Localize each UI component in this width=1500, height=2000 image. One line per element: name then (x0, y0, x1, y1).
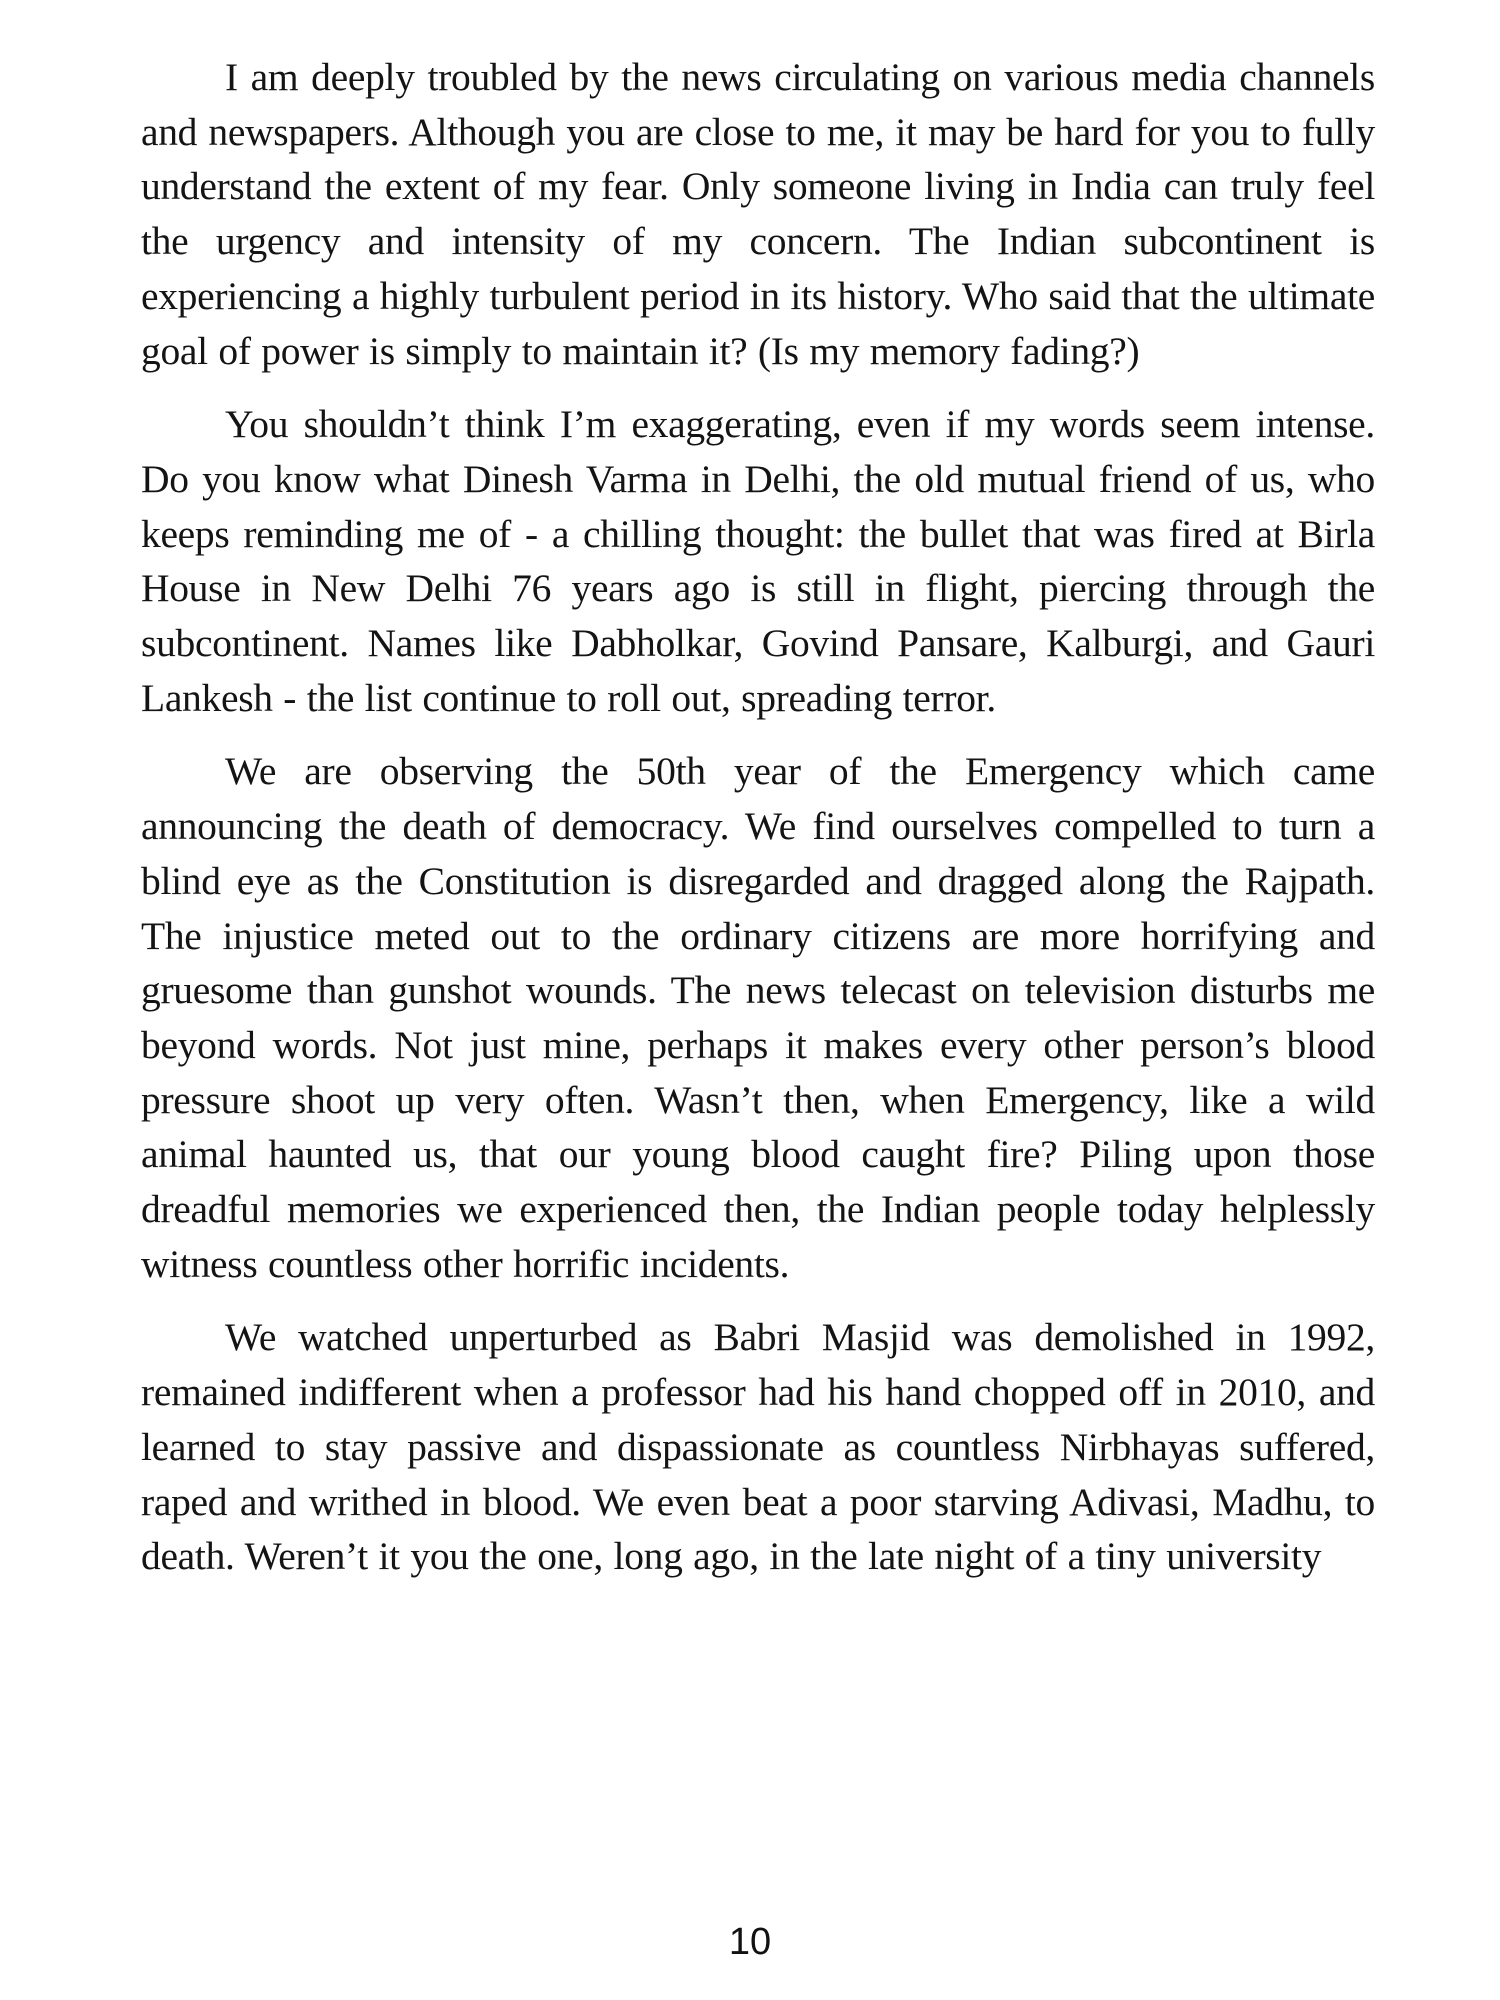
page-body (141, 50, 1375, 1603)
paragraph-3: We are observing the 50th year of the Emergency which came announcing the death of democracy. We find ourselves compelled to turn a blind eye as the Constitution is disregarded and dragged along the Rajpath. The injustice meted out to the ordinary citizens are more horrifying and gruesome than gunshot wounds. The news telecast on television disturbs me beyond words. Not just mine, perhaps it makes every other person’s blood pressure shoot up very often. Wasn’t then, when Emergency, like a wild animal haunted us, that our young blood caught fire? Piling upon those dreadful memories we experienced then, the Indian people today helplessly witness countless other horrific incidents. (141, 749, 1375, 1286)
paragraph-2: You shouldn’t think I’m exaggerating, even if my words seem intense. Do you know what Dinesh Varma in Delhi, the old mutual friend of us, who keeps reminding me of - a chilling thought: the bullet that was fired at Birla House in New Delhi 76 years ago is still in flight, piercing through the subcontinent. Names like Dabholkar, Govind Pansare, Kalburgi, and Gauri Lankesh - the list continue to roll out, spreading terror. (141, 402, 1375, 720)
page-number: 10 (728, 1921, 772, 1963)
paragraph-1: I am deeply troubled by the news circulating on various media channels and newspapers. Although you are close to me, it may be hard for you to fully understand the extent of my fear. Only someone living in India can truly feel the urgency and intensity of my concern. The Indian subcontinent is experiencing a highly turbulent period in its history. Who said that the ultimate goal of power is simply to maintain it? (Is my memory fading?) (141, 55, 1375, 373)
paragraph-4: We watched unperturbed as Babri Masjid was demolished in 1992, remained indifferent when a professor had his hand chopped off in 2010, and learned to stay passive and dispassionate as countless Nirbhayas suffered, raped and writhed in blood. We even beat a poor starving Adivasi, Madhu, to death. Weren’t it you the one, long ago, in the late night of a tiny university (141, 1315, 1375, 1579)
